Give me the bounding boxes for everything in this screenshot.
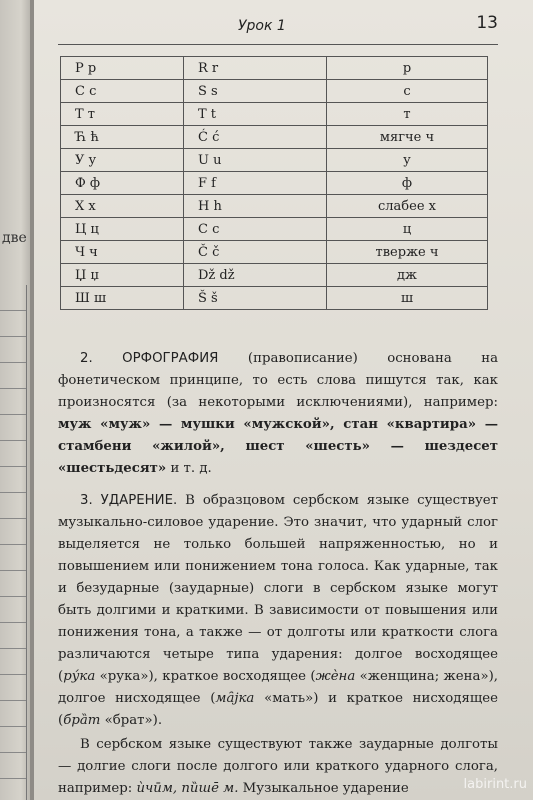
latin-letter-cell: F f [184, 172, 327, 195]
adjacent-page-fragment: две [2, 230, 27, 246]
cyrillic-letter-cell: У у [61, 149, 184, 172]
section-stress [58, 490, 498, 732]
example-word: ѝчӣм, пи̏шē м. [136, 781, 239, 796]
alphabet-row [61, 80, 488, 103]
latin-letter-cell: T t [184, 103, 327, 126]
pronunciation-cell: ф [327, 172, 488, 195]
alphabet-row [61, 264, 488, 287]
cyrillic-letter-cell: Ф ф [61, 172, 184, 195]
pronunciation-cell: слабее х [327, 195, 488, 218]
example-word: мȃјка [215, 691, 255, 706]
lesson-title: Урок 1 [238, 18, 286, 34]
cyrillic-letter-cell: Х х [61, 195, 184, 218]
latin-letter-cell: U u [184, 149, 327, 172]
latin-letter-cell: H h [184, 195, 327, 218]
running-header [58, 14, 498, 45]
section-heading: 3. УДАРЕНИЕ. [80, 493, 178, 508]
watermark: labirint.ru [463, 777, 527, 792]
paragraph-text: «брат»). [100, 713, 163, 728]
cyrillic-letter-cell: Ц ц [61, 218, 184, 241]
pronunciation-cell: ц [327, 218, 488, 241]
alphabet-row [61, 103, 488, 126]
alphabet-row [61, 218, 488, 241]
cyrillic-letter-cell: С с [61, 80, 184, 103]
paragraph-text: и т. д. [166, 461, 212, 476]
book-page [34, 0, 533, 800]
alphabet-row [61, 195, 488, 218]
alphabet-table [60, 56, 488, 310]
example-word: жѐна [315, 669, 356, 684]
latin-letter-cell: Dž dž [184, 264, 327, 287]
cyrillic-letter-cell: Ч ч [61, 241, 184, 264]
pronunciation-cell: ш [327, 287, 488, 310]
paragraph-text: В образцовом сербском языке существует музыкально-силовое ударение. Это значит, что ударный слог выделяется не только большей напряженностью, но и повышением или понижением тона голоса. Как ударные, так и безударные (заударные) слоги в сербском языке могут быть долгими и краткими. В зависимости от повышения или понижения тона, а также — от долготы или краткости слога различаются четыре типа ударения: долгое восходящее ( [58, 493, 498, 684]
pronunciation-cell: у [327, 149, 488, 172]
paragraph-text: «мать») и краткое нисходящее ( [58, 691, 498, 728]
cyrillic-letter-cell: Ћ ћ [61, 126, 184, 149]
pronunciation-cell: дж [327, 264, 488, 287]
cyrillic-letter-cell: Ш ш [61, 287, 184, 310]
latin-letter-cell: R r [184, 57, 327, 80]
example-word: ру́ка [63, 669, 96, 684]
pronunciation-cell: тверже ч [327, 241, 488, 264]
latin-letter-cell: C c [184, 218, 327, 241]
section-unstressed-length [58, 734, 498, 800]
paragraph-text: Музыкальное ударение [238, 781, 409, 796]
page-number: 13 [476, 13, 498, 33]
latin-letter-cell: Č č [184, 241, 327, 264]
cyrillic-letter-cell: Т т [61, 103, 184, 126]
latin-letter-cell: Š š [184, 287, 327, 310]
alphabet-row [61, 241, 488, 264]
example-word: брȁт [63, 713, 101, 728]
adjacent-page-edge [0, 0, 30, 800]
adjacent-page-table [0, 285, 27, 800]
alphabet-row [61, 172, 488, 195]
paragraph-text: (правописание) основана на фонетическом принципе, то есть слова пишутся так, как произносятся (за некоторыми исключениями), например: [58, 351, 499, 410]
paragraph-text: «женщина; жена»), долгое нисходящее ( [58, 669, 498, 706]
paragraph-text: В сербском языке существуют также заударные долготы — долгие слоги после долгого или краткого ударного слога, например: [58, 737, 498, 796]
paragraph-text: «рука»), краткое восходящее ( [95, 669, 316, 684]
cyrillic-letter-cell: Џ џ [61, 264, 184, 287]
cyrillic-letter-cell: Р р [61, 57, 184, 80]
pronunciation-cell: т [327, 103, 488, 126]
alphabet-row [61, 287, 488, 310]
section-heading: 2. ОРФОГРАФИЯ [80, 351, 219, 366]
bold-examples: муж «муж» — мушки «мужской», стан «квартира» — стамбени «жилой», шест «шесть» — шездесет «шестьдесят» [58, 417, 498, 476]
latin-letter-cell: S s [184, 80, 327, 103]
section-orthography [58, 348, 498, 480]
pronunciation-cell: мягче ч [327, 126, 488, 149]
alphabet-row [61, 126, 488, 149]
alphabet-row [61, 57, 488, 80]
alphabet-row [61, 149, 488, 172]
pronunciation-cell: с [327, 80, 488, 103]
latin-letter-cell: Ć ć [184, 126, 327, 149]
pronunciation-cell: р [327, 57, 488, 80]
